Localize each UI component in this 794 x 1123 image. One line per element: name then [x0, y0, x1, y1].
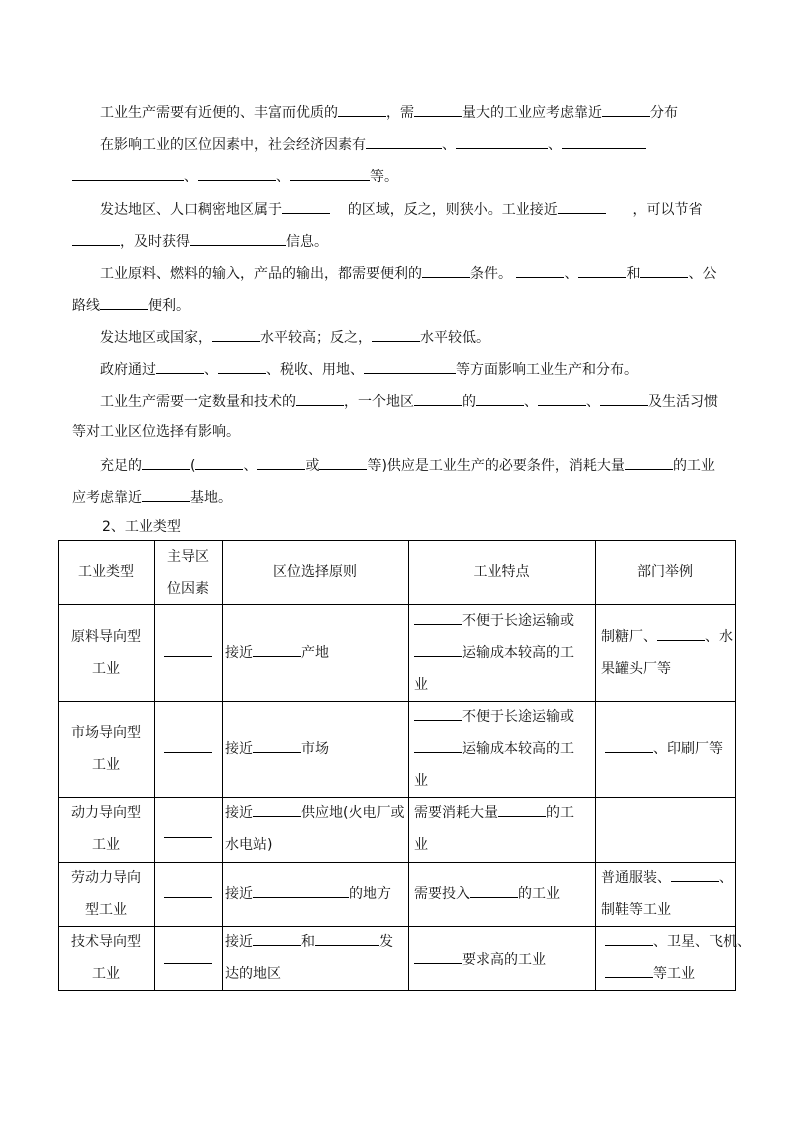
- blank[interactable]: [164, 822, 212, 838]
- blank[interactable]: [72, 230, 120, 246]
- row5-type: [58, 926, 154, 990]
- text: 业: [414, 837, 428, 853]
- para-line-13: [72, 486, 232, 508]
- text: 工业: [92, 757, 120, 773]
- blank[interactable]: [253, 930, 301, 946]
- text: 制鞋等工业: [601, 902, 671, 918]
- text: (: [190, 458, 196, 474]
- row2-factor: [154, 733, 222, 765]
- blank[interactable]: [625, 454, 673, 470]
- row1-principle: [225, 637, 329, 669]
- text: ，可以节省: [632, 202, 703, 218]
- text: 技术导向型: [71, 934, 141, 950]
- text: 、: [524, 394, 538, 410]
- text: 基地。: [190, 490, 232, 506]
- text: 、: [548, 137, 562, 153]
- para-line-9: [100, 358, 638, 380]
- blank[interactable]: [282, 198, 330, 214]
- blank[interactable]: [605, 737, 653, 753]
- text: 、: [276, 169, 290, 185]
- header-factor: [154, 541, 222, 605]
- text: 、公: [688, 266, 717, 282]
- text: 不便于长途运输或: [462, 709, 574, 725]
- text: 充足的: [100, 458, 142, 474]
- blank[interactable]: [558, 198, 606, 214]
- text: 政府通过: [100, 362, 156, 378]
- row4-principle: [225, 878, 391, 910]
- row2-type: [58, 717, 154, 781]
- blank[interactable]: [422, 262, 470, 278]
- text: 的工: [546, 805, 574, 821]
- text: 、: [243, 458, 258, 474]
- row5-factor: [154, 944, 222, 976]
- para-line-11: [72, 422, 240, 442]
- blank[interactable]: [657, 625, 705, 641]
- text: 水电站): [225, 837, 273, 853]
- header-principle: [222, 556, 408, 588]
- blank[interactable]: [100, 294, 148, 310]
- row1-feature: [414, 605, 574, 701]
- blank[interactable]: [195, 454, 243, 470]
- text: 等方面影响工业生产和分布。: [456, 362, 638, 378]
- text: 、: [719, 870, 733, 886]
- text: 主导区: [167, 549, 209, 565]
- blank[interactable]: [640, 262, 688, 278]
- text: 等)供应是工业生产的必要条件，消耗大量: [367, 458, 625, 474]
- para-line-5: [72, 230, 328, 252]
- text: 应考虑靠近: [72, 490, 142, 506]
- blank[interactable]: [315, 930, 379, 946]
- blank[interactable]: [578, 262, 626, 278]
- blank[interactable]: [414, 705, 462, 721]
- blank[interactable]: [372, 326, 420, 342]
- text: 水平较高；反之，: [260, 330, 372, 346]
- blank[interactable]: [253, 641, 301, 657]
- blank[interactable]: [198, 165, 276, 181]
- blank[interactable]: [602, 101, 650, 117]
- para-line-10: [100, 390, 718, 412]
- blank[interactable]: [516, 262, 564, 278]
- text: 接近: [225, 886, 253, 902]
- row2-example: [605, 733, 723, 765]
- text: 不便于长途运输或: [462, 613, 574, 629]
- text: 的: [462, 394, 476, 410]
- blank[interactable]: [562, 133, 646, 149]
- text: 普通服装、: [601, 870, 671, 886]
- text: 路线: [72, 298, 100, 314]
- header-example: [595, 556, 735, 588]
- text: ，需: [386, 105, 414, 121]
- blank[interactable]: [600, 390, 648, 406]
- blank[interactable]: [253, 737, 301, 753]
- text: 市场导向型: [71, 725, 141, 741]
- blank[interactable]: [164, 882, 212, 898]
- text: 、水: [705, 629, 733, 645]
- blank[interactable]: [257, 454, 305, 470]
- row3-factor: [154, 818, 222, 850]
- text: 原料导向型: [71, 629, 141, 645]
- text: 量大的工业应考虑靠近: [462, 105, 602, 121]
- text: 等对工业区位选择有影响。: [72, 424, 240, 440]
- row1-example: [601, 621, 733, 685]
- text: 型工业: [85, 902, 127, 918]
- para-line-4: [100, 198, 703, 220]
- table-hline: [58, 701, 736, 702]
- text: 劳动力导向: [71, 870, 141, 886]
- text: 达的地区: [225, 966, 281, 982]
- text: 、: [204, 362, 218, 378]
- text: 业: [414, 773, 428, 789]
- text: 工业: [92, 966, 120, 982]
- text: 和: [301, 934, 315, 950]
- text: 发达地区、人口稠密地区属于: [100, 202, 282, 218]
- text: 动力导向型: [71, 805, 141, 821]
- row5-principle: [225, 926, 393, 990]
- header-type: [58, 556, 154, 588]
- text: 位因素: [167, 581, 209, 597]
- text: 2、工业类型: [102, 519, 181, 535]
- blank[interactable]: [671, 866, 719, 882]
- blank[interactable]: [456, 133, 548, 149]
- blank[interactable]: [538, 390, 586, 406]
- section-title: [102, 517, 181, 537]
- row1-factor: [154, 637, 222, 669]
- row5-example: [605, 926, 751, 990]
- blank[interactable]: [414, 737, 462, 753]
- blank[interactable]: [498, 801, 546, 817]
- text: 工业: [92, 837, 120, 853]
- row3-principle: [225, 797, 404, 861]
- para-line-6: [100, 262, 716, 284]
- text: 需要消耗大量: [414, 805, 498, 821]
- text: 区位选择原则: [273, 564, 357, 580]
- text: 接近: [225, 805, 253, 821]
- table-vline: [154, 540, 155, 991]
- text: 分布: [650, 105, 678, 121]
- text: ，一个地区: [344, 394, 414, 410]
- blank[interactable]: [253, 801, 301, 817]
- blank[interactable]: [364, 358, 456, 374]
- text: 接近: [225, 645, 253, 661]
- text: 的工业: [672, 458, 715, 474]
- blank[interactable]: [414, 641, 462, 657]
- blank[interactable]: [164, 737, 212, 753]
- para-line-7: [72, 294, 190, 316]
- text: 、: [586, 394, 600, 410]
- text: 条件。: [470, 266, 512, 282]
- text: 、印刷厂等: [653, 741, 723, 757]
- text: 制糖厂、: [601, 629, 657, 645]
- row4-factor: [154, 878, 222, 910]
- blank[interactable]: [605, 962, 653, 978]
- text: 和: [626, 266, 641, 282]
- text: 需要投入: [414, 886, 470, 902]
- text: 等。: [370, 169, 398, 185]
- text: 或: [305, 458, 320, 474]
- blank[interactable]: [414, 101, 462, 117]
- para-line-12: [100, 454, 715, 476]
- row3-feature: [414, 797, 574, 861]
- header-feature: [408, 556, 595, 588]
- text: 产地: [301, 645, 329, 661]
- text: 工业原料、燃料的输入，产品的输出，都需要便利的: [100, 266, 422, 282]
- blank[interactable]: [190, 230, 286, 246]
- text: 及生活习惯: [648, 394, 718, 410]
- para-line-8: [100, 326, 490, 348]
- row4-feature: [414, 878, 560, 910]
- text: 工业生产需要有近便的、丰富而优质的: [100, 105, 338, 121]
- blank[interactable]: [414, 609, 462, 625]
- table-vline: [408, 540, 409, 991]
- text: 在影响工业的区位因素中，社会经济因素有: [100, 137, 366, 153]
- blank[interactable]: [72, 165, 184, 181]
- blank[interactable]: [290, 165, 370, 181]
- table-hline: [58, 990, 736, 991]
- blank[interactable]: [218, 358, 266, 374]
- text: 工业: [92, 661, 120, 677]
- blank[interactable]: [338, 101, 386, 117]
- para-line-2: [100, 133, 646, 155]
- text: 水平较低。: [420, 330, 490, 346]
- row3-type: [58, 797, 154, 861]
- text: 运输成本较高的工: [462, 645, 574, 661]
- row4-example: [601, 862, 733, 926]
- text: 、: [442, 137, 456, 153]
- text: 接近: [225, 934, 253, 950]
- row5-feature: [414, 944, 546, 976]
- blank[interactable]: [253, 882, 349, 898]
- text: 便利。: [148, 298, 190, 314]
- table-vline: [595, 540, 596, 991]
- text: 工业生产需要一定数量和技术的: [100, 394, 296, 410]
- blank[interactable]: [414, 948, 462, 964]
- text: 运输成本较高的工: [462, 741, 574, 757]
- blank[interactable]: [319, 454, 367, 470]
- text: 发达地区或国家，: [100, 330, 212, 346]
- row2-feature: [414, 701, 574, 797]
- blank[interactable]: [296, 390, 344, 406]
- text: 供应地(火电厂或: [301, 805, 405, 821]
- text: 部门举例: [637, 564, 693, 580]
- text: 工业特点: [473, 564, 530, 580]
- text: ，及时获得: [120, 234, 190, 250]
- table-vline: [222, 540, 223, 991]
- text: 要求高的工业: [462, 952, 546, 968]
- blank[interactable]: [156, 358, 204, 374]
- text: 接近: [225, 741, 253, 757]
- blank[interactable]: [212, 326, 260, 342]
- text: 的工业: [518, 886, 560, 902]
- blank[interactable]: [605, 930, 653, 946]
- para-line-1: [100, 101, 678, 123]
- blank[interactable]: [414, 390, 462, 406]
- text: 发: [379, 934, 393, 950]
- blank[interactable]: [470, 882, 518, 898]
- text: 业: [414, 677, 428, 693]
- blank[interactable]: [476, 390, 524, 406]
- text: 的区域，反之，则狭小。工业接近: [347, 202, 558, 218]
- text: 等工业: [653, 966, 695, 982]
- blank[interactable]: [366, 133, 442, 149]
- text: 、税收、用地、: [266, 362, 364, 378]
- row1-type: [58, 621, 154, 685]
- blank[interactable]: [142, 454, 190, 470]
- text: 、: [564, 266, 579, 282]
- text: 信息。: [286, 234, 328, 250]
- row4-type: [58, 862, 154, 926]
- para-line-3: [72, 165, 398, 187]
- blank[interactable]: [142, 486, 190, 502]
- text: 果罐头厂等: [601, 661, 671, 677]
- text: 、卫星、飞机、: [653, 934, 751, 950]
- text: 、: [184, 169, 198, 185]
- row2-principle: [225, 733, 329, 765]
- text: 市场: [301, 741, 329, 757]
- blank[interactable]: [164, 948, 212, 964]
- table-vline: [735, 540, 736, 991]
- text: 工业类型: [78, 564, 134, 580]
- text: 的地方: [349, 886, 391, 902]
- blank[interactable]: [164, 641, 212, 657]
